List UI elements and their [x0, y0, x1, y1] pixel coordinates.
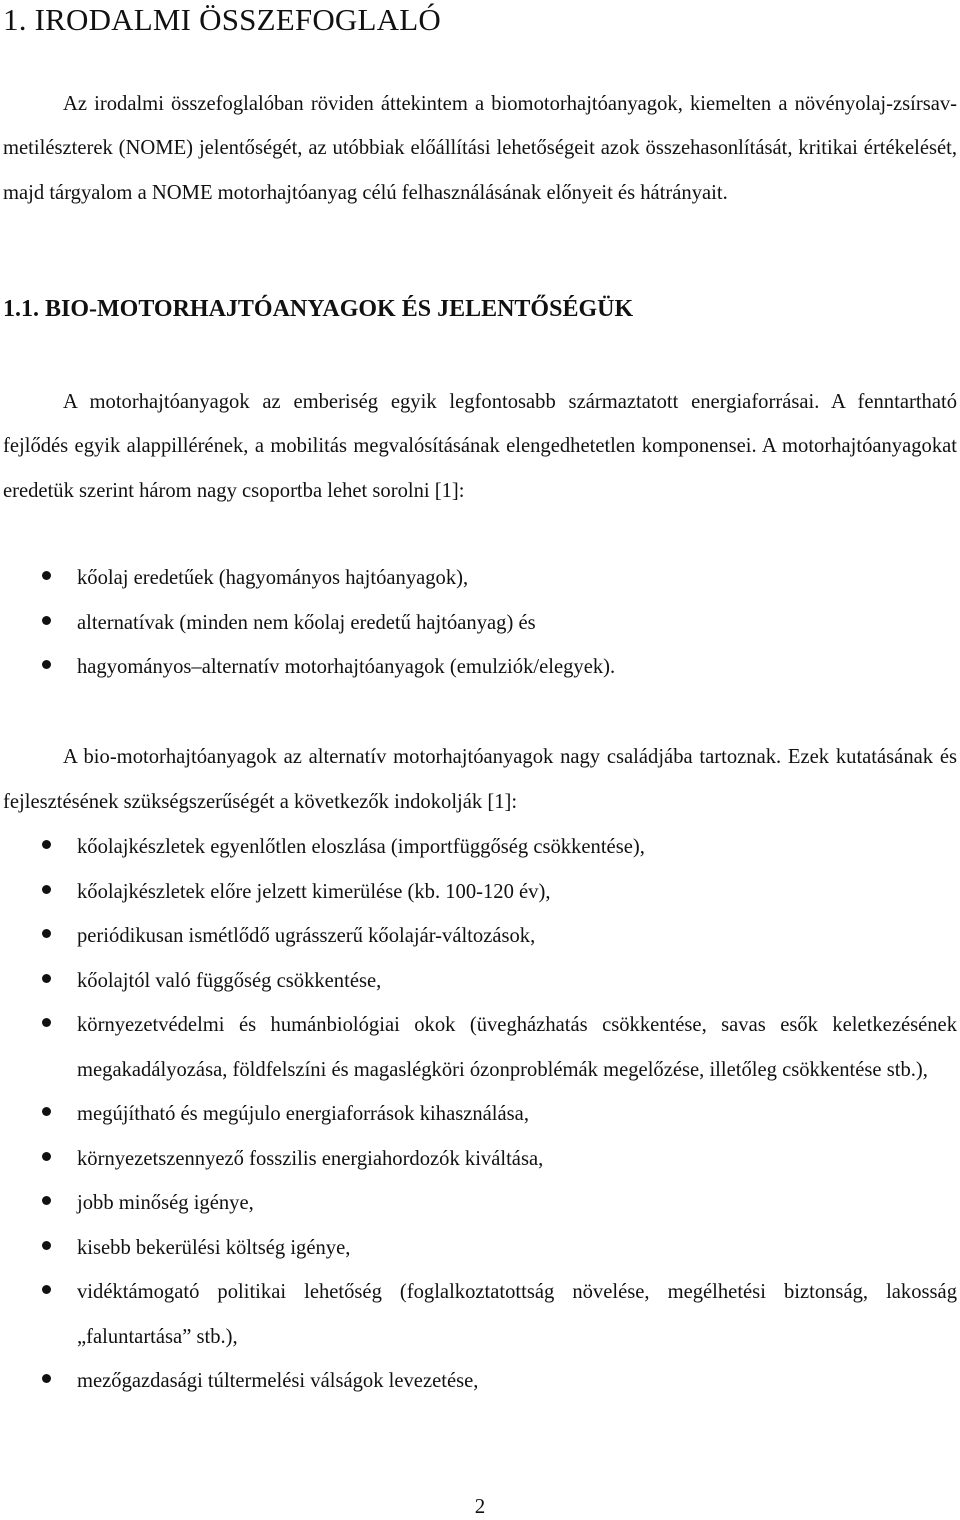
bullet-icon [42, 571, 51, 580]
paragraph-bio-fuels: A bio-motorhajtóanyagok az alternatív motorhajtóanyagok nagy családjába tartoznak. Ezek kutatásának és fejlesztésének szükségszerűségét a következők indokolják [1]: [3, 746, 957, 813]
list-item [0, 1003, 957, 1092]
list-item-text: kőolaj eredetűek (hagyományos hajtóanyagok), [77, 567, 469, 589]
list-item [0, 1181, 957, 1226]
list-item [0, 645, 957, 690]
list-item-text: kőolajkészletek egyenlőtlen eloszlása (importfüggőség csökkentése), [77, 836, 645, 858]
bullet-icon [42, 616, 51, 625]
bullet-icon [42, 1241, 51, 1250]
list-item-text: jobb minőség igénye, [77, 1192, 254, 1214]
list-item [0, 1270, 957, 1359]
list-item [0, 825, 957, 870]
bullet-icon [42, 660, 51, 669]
list-item-text: periódikusan ismétlődő ugrásszerű kőolajár-változások, [77, 925, 536, 947]
bullet-icon [42, 1374, 51, 1383]
list-item-text: hagyományos–alternatív motorhajtóanyagok (emulziók/elegyek). [77, 656, 616, 678]
bullet-icon [42, 1152, 51, 1161]
bullet-icon [42, 1107, 51, 1116]
fuel-groups-list [0, 556, 957, 690]
paragraph-motor-fuels: A motorhajtóanyagok az emberiség egyik legfontosabb származtatott energiaforrásai. A fenntartható fejlődés egyik alappillérének, a mobilitás megvalósításának elengedhetetlen komponensei. A motorhajtóanyagokat eredetük szerint három nagy csoportba lehet sorolni [1]: [3, 391, 957, 502]
list-item-text: környezetvédelmi és humánbiológiai okok (üvegházhatás csökkentése, savas esők keletkezésének megakadályozása, földfelszíni és magaslégköri ózonproblémák megelőzése, illetőleg csökkentése stb.), [77, 1014, 957, 1081]
list-item-text: kisebb bekerülési költség igénye, [77, 1236, 351, 1259]
list-item [0, 1137, 957, 1182]
list-item [0, 1226, 957, 1271]
bullet-icon [42, 1018, 51, 1027]
bullet-icon [42, 885, 51, 894]
list-item-text: mezőgazdasági túltermelési válságok levezetése, [77, 1370, 479, 1392]
list-item [0, 601, 957, 646]
chapter-heading: 1. IRODALMI ÖSSZEFOGLALÓ [3, 2, 441, 37]
list-item-text: kőolajkészletek előre jelzett kimerülése (kb. 100-120 év), [77, 880, 551, 903]
section-heading: 1.1. BIO-MOTORHAJTÓANYAGOK ÉS JELENTŐSÉGÜK [3, 296, 634, 322]
list-item [0, 914, 957, 959]
list-item [0, 1359, 957, 1404]
list-item-text: alternatívak (minden nem kőolaj eredetű hajtóanyag) és [77, 611, 536, 634]
intro-paragraph: Az irodalmi összefoglalóban röviden áttekintem a biomotorhajtóanyagok, kiemelten a növényolaj-zsírsav-metilészterek (NOME) jelentőségét, az utóbbiak előállítási lehetőségeit azok összehasonlítását, kritikai értékelését, majd tárgyalom a NOME motorhajtóanyag célú felhasználásának előnyeit és hátrányait. [3, 93, 957, 204]
list-item [0, 556, 957, 601]
bullet-icon [42, 1196, 51, 1205]
list-item-text: környezetszennyező fosszilis energiahordozók kiváltása, [77, 1147, 544, 1170]
page-number: 2 [474, 1494, 486, 1518]
reasons-list [0, 825, 957, 1404]
list-item [0, 870, 957, 915]
list-item-text: vidéktámogató politikai lehetőség (foglalkoztatottság növelése, megélhetési biztonság, lakosság „faluntartása” stb.), [77, 1281, 957, 1348]
bullet-icon [42, 1285, 51, 1294]
bullet-icon [42, 840, 51, 849]
bullet-icon [42, 974, 51, 983]
list-item-text: kőolajtól való függőség csökkentése, [77, 969, 382, 992]
list-item [0, 1092, 957, 1137]
bullet-icon [42, 929, 51, 938]
list-item-text: megújítható és megújulo energiaforrások kihasználása, [77, 1103, 529, 1125]
list-item [0, 959, 957, 1004]
